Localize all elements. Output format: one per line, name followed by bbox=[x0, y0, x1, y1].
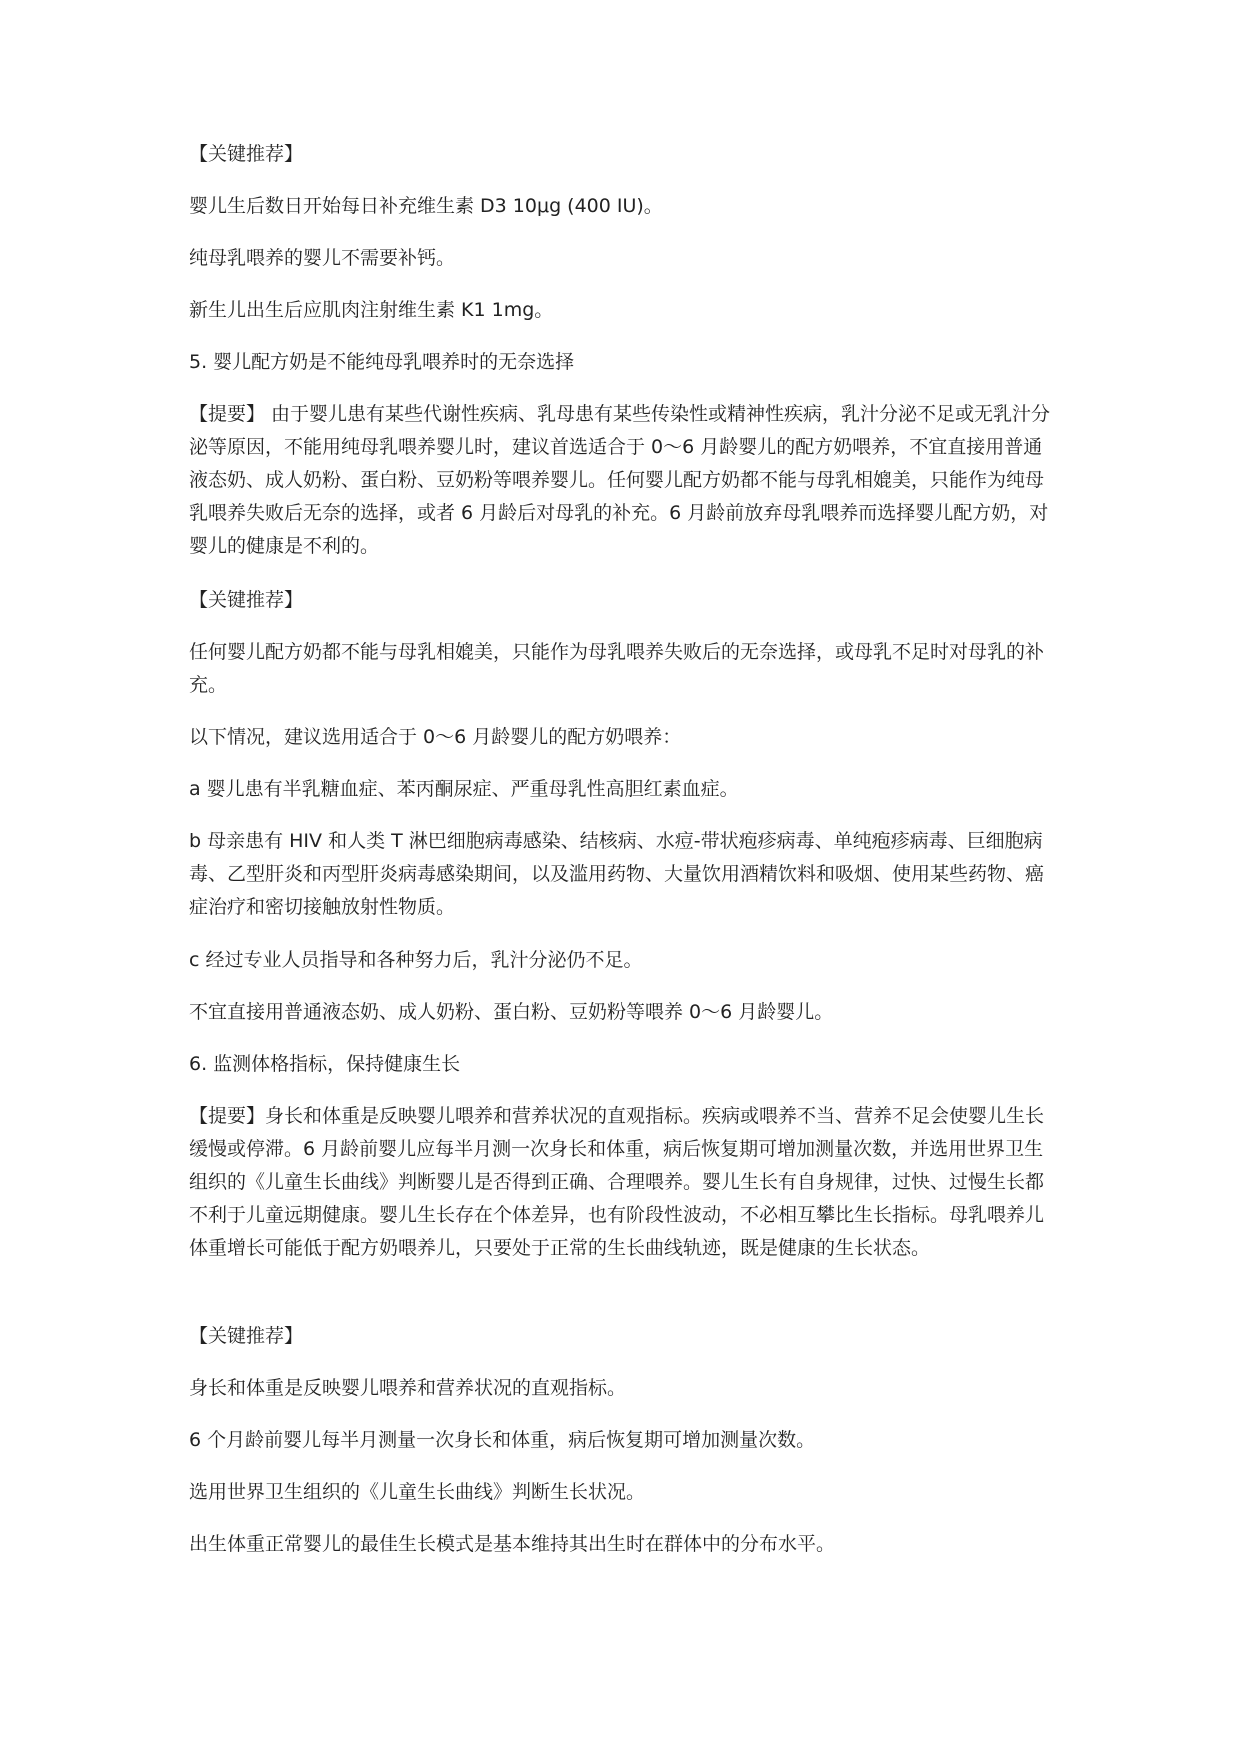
paragraph-vitamin-d: 婴儿生后数日开始每日补充维生素 D3 10μg (400 IU)。 bbox=[189, 195, 663, 217]
key-recommendation-heading: 【关键推荐】 bbox=[189, 143, 304, 165]
section-5-summary: 【提要】 由于婴儿患有某些代谢性疾病、乳母患有某些传染性或精神性疾病，乳汁分泌不足或无乳汁分泌等原因，不能用纯母乳喂养婴儿时，建议首选适合于 0～6 月龄婴儿的配方奶喂养，不宜直接用普通液态奶、成人奶粉、蛋白粉、豆奶粉等喂养婴儿。任何婴儿配方奶都不能与母乳相媲美，只能作为纯母乳喂养失败后无奈的选择，或者 6 月龄后对母乳的补充。6 月龄前放弃母乳喂养而选择婴儿配方奶，对婴儿的健康是不利的。 bbox=[189, 403, 1051, 557]
section-6-heading: 6. 监测体格指标，保持健康生长 bbox=[189, 1053, 461, 1075]
section-5-key-a: 任何婴儿配方奶都不能与母乳相媲美，只能作为母乳喂养失败后的无奈选择，或母乳不足时对母乳的补充。 bbox=[189, 641, 1045, 696]
section-6-key-a: 身长和体重是反映婴儿喂养和营养状况的直观指标。 bbox=[189, 1377, 627, 1399]
section-6-key-d: 出生体重正常婴儿的最佳生长模式是基本维持其出生时在群体中的分布水平。 bbox=[189, 1533, 836, 1555]
section-5-note: 不宜直接用普通液态奶、成人奶粉、蛋白粉、豆奶粉等喂养 0～6 月龄婴儿。 bbox=[189, 1001, 834, 1023]
section-5-key-heading: 【关键推荐】 bbox=[189, 589, 304, 611]
section-5-item-c: c 经过专业人员指导和各种努力后，乳汁分泌仍不足。 bbox=[189, 949, 643, 971]
paragraph-calcium: 纯母乳喂养的婴儿不需要补钙。 bbox=[189, 247, 456, 269]
section-6-key-c: 选用世界卫生组织的《儿童生长曲线》判断生长状况。 bbox=[189, 1481, 646, 1503]
section-6-key-b: 6 个月龄前婴儿每半月测量一次身长和体重，病后恢复期可增加测量次数。 bbox=[189, 1429, 816, 1451]
section-6-key-heading: 【关键推荐】 bbox=[189, 1325, 304, 1347]
section-5-item-b: b 母亲患有 HIV 和人类 T 淋巴细胞病毒感染、结核病、水痘-带状疱疹病毒、单纯疱疹病毒、巨细胞病毒、乙型肝炎和丙型肝炎病毒感染期间，以及滥用药物、大量饮用酒精饮料和吸烟、使用某些药物、癌症治疗和密切接触放射性物质。 bbox=[189, 830, 1045, 918]
section-5-heading: 5. 婴儿配方奶是不能纯母乳喂养时的无奈选择 bbox=[189, 351, 575, 373]
section-6-summary: 【提要】身长和体重是反映婴儿喂养和营养状况的直观指标。疾病或喂养不当、营养不足会使婴儿生长缓慢或停滞。6 月龄前婴儿应每半月测一次身长和体重，病后恢复期可增加测量次数，并选用世界卫生组织的《儿童生长曲线》判断婴儿是否得到正确、合理喂养。婴儿生长有自身规律，过快、过慢生长都不利于儿童远期健康。婴儿生长存在个体差异，也有阶段性波动，不必相互攀比生长指标。母乳喂养儿体重增长可能低于配方奶喂养儿，只要处于正常的生长曲线轨迹，既是健康的生长状态。 bbox=[189, 1105, 1045, 1259]
section-5-key-b: 以下情况，建议选用适合于 0～6 月龄婴儿的配方奶喂养： bbox=[189, 726, 682, 748]
section-5-item-a: a 婴儿患有半乳糖血症、苯丙酮尿症、严重母乳性高胆红素血症。 bbox=[189, 778, 739, 800]
paragraph-vitamin-k: 新生儿出生后应肌肉注射维生素 K1 1mg。 bbox=[189, 299, 554, 321]
